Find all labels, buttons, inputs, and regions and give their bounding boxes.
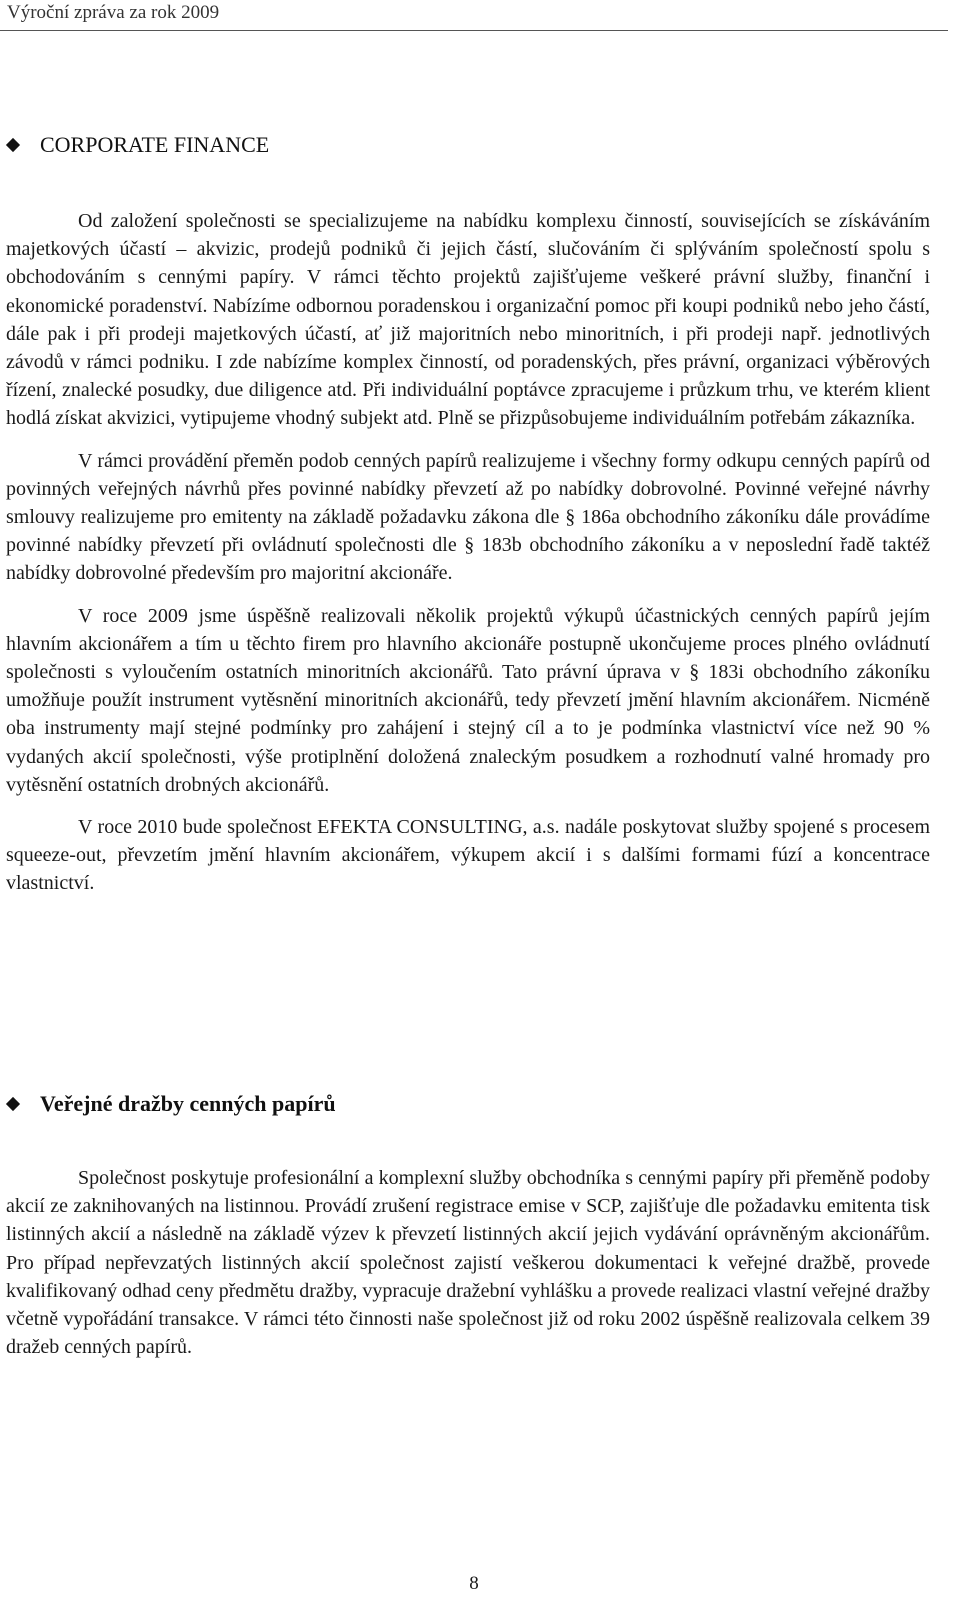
section-heading-text: CORPORATE FINANCE	[40, 132, 270, 157]
diamond-bullet-icon	[6, 1097, 20, 1111]
section-body-verejne-drazby	[6, 1164, 930, 1375]
page-number: 8	[469, 1573, 479, 1594]
section-body-corporate-finance	[6, 207, 930, 912]
paragraph: Od založení společnosti se specializujeme na nabídku komplexu činností, souvisejících se získáváním majetkových účastí – akvizic, prodejů podniků či jejich částí, slučováním či splýváním společností spolu s obchodováním s cennými papíry. V rámci těchto projektů zajišťujeme veškeré právní služby, finanční i ekonomické poradenství. Nabízíme odbornou poradenskou i organizační pomoc při koupi podniků nebo jeho částí, dále pak i při prodeji majetkových účastí, ať již majoritních nebo minoritních, i při prodeji např. jednotlivých závodů v rámci podniku. I zde nabízíme komplex činností, od poradenských, přes právní, organizaci výběrových řízení, znalecké posudky, due diligence atd. Při individuální poptávce zpracujeme i průzkum trhu, ve kterém klient hodlá získat akvizici, vytipujeme vhodný subjekt atd. Plně se přizpůsobujeme individuálním potřebám zákazníka.	[6, 210, 930, 430]
section-heading-verejne-drazby	[6, 1090, 336, 1118]
section-heading-text: Veřejné dražby cenných papírů	[40, 1091, 336, 1116]
paragraph: V roce 2009 jsme úspěšně realizovali několik projektů výkupů účastnických cenných papírů jejím hlavním akcionářem a tím u těchto firem pro hlavního akcionáře postupně ukončujeme proces plného ovládnutí společnosti s vyloučením ostatních minoritních akcionářů. Tato právní úprava v § 183i obchodního zákoníku umožňuje použít instrument vytěsnění minoritních akcionářů, tedy převzetí jmění hlavním akcionářem. Nicméně oba instrumenty mají stejné podmínky pro zahájení i stejný cíl a to je podmínka vlastnictví více než 90 % vydaných akcií společnosti, výše protiplnění doložená znaleckým posudkem a rozhodnutí valné hromady pro vytěsnění ostatních drobných akcionářů.	[6, 604, 930, 796]
diamond-bullet-icon	[6, 138, 20, 152]
section-heading-corporate-finance	[6, 131, 269, 159]
header-divider	[0, 30, 948, 31]
page-header: Výroční zpráva za rok 2009	[7, 2, 220, 23]
paragraph: V rámci provádění přeměn podob cenných papírů realizujeme i všechny formy odkupu cenných papírů od povinných veřejných návrhů přes povinné nabídky převzetí až po nabídky dobrovolné. Povinné veřejné návrhy smlouvy realizujeme pro emitenty na základě požadavku zákona dle § 186a obchodního zákoníku dále provádíme povinné nabídky převzetí při ovládnutí společnosti dle § 183b obchodního zákoníku a v neposlední řadě taktéž nabídky dobrovolné především pro majoritní akcionáře.	[6, 449, 930, 585]
paragraph: V roce 2010 bude společnost EFEKTA CONSULTING, a.s. nadále poskytovat služby spojené s procesem squeeze-out, převzetím jmění hlavním akcionářem, výkupem akcií i s dalšími formami fúzí a koncentrace vlastnictví.	[6, 816, 930, 895]
paragraph: Společnost poskytuje profesionální a komplexní služby obchodníka s cennými papíry při přeměně podoby akcií ze zaknihovaných na listinnou. Provádí zrušení registrace emise v SCP, zajišťuje dle požadavku emitenta tisk listinných akcií a následně na základě výzev k převzetí listinných akcií jejich vydávání oprávněným akcionářům. Pro případ nepřevzatých listinných akcií společnost zajistí veškerou dokumentaci k veřejné dražbě, provede kvalifikovaný odhad ceny předmětu dražby, vypracuje dražební vyhlášku a provede realizaci vlastní veřejné dražby včetně vypořádání transakce. V rámci této činnosti naše společnost již od roku 2002 úspěšně realizovala celkem 39 dražeb cenných papírů.	[6, 1167, 930, 1359]
